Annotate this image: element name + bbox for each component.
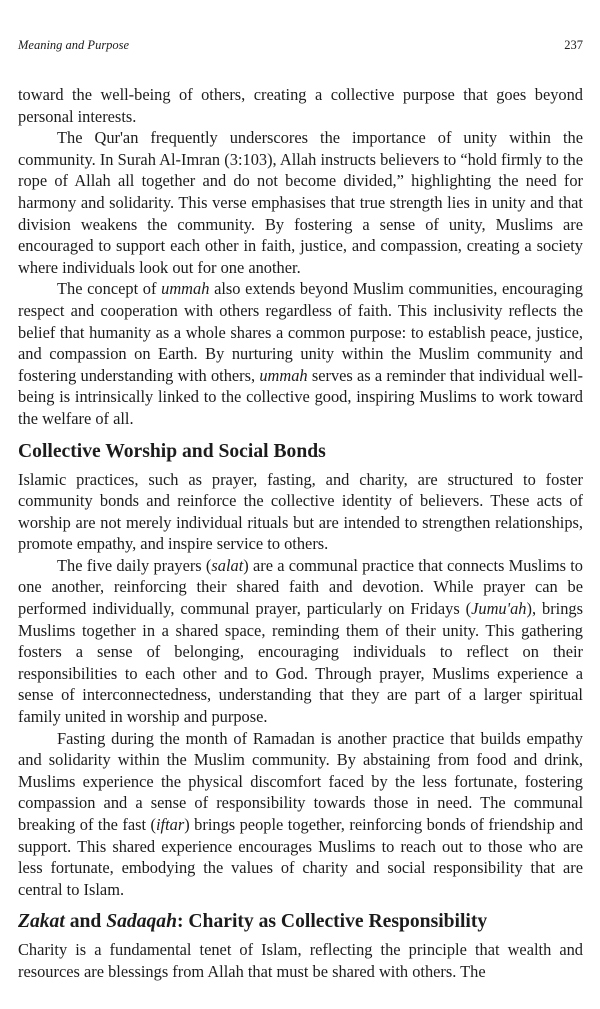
term-ummah-2: ummah — [259, 365, 308, 385]
paragraph-prayers: The five daily prayers (salat) are a communal practice that connects Muslims to one another, reinforcing their shared faith and devotion. While prayer can be performed individually, communal prayer, particularly on Fridays (Jumu'ah), brings Muslims together in a shared space, reminding them of their unity. This gathering fosters a sense of belonging, encouraging individuals to reflect on their responsibilities to each other and to God. Through prayer, Muslims experience a sense of interconnectedness, understanding that they are part of a larger spiritual family united in worship and purpose. — [18, 555, 583, 727]
paragraph-fasting: Fasting during the month of Ramadan is another practice that builds empathy and solidarity within the Muslim community. By abstaining from food and drink, Muslims experience the physical discomfort faced by the less fortunate, fostering compassion and a sense of responsibility towards those in need. The communal breaking of the fast (iftar) brings people together, reinforcing bonds of friendship and support. This shared experience encourages Muslims to reach out to those who are less fortunate, embodying the values of charity and social responsibility that are central to Islam. — [18, 728, 583, 899]
section-heading-collective-worship: Collective Worship and Social Bonds — [18, 440, 326, 462]
page-number: 237 — [564, 38, 583, 52]
paragraph-islamic-practices: Islamic practices, such as prayer, fasting, and charity, are structured to foster community bonds and reinforce the collective identity of believers. These acts of worship are not merely individual rituals but are intended to strengthen relationships, promote empathy, and inspire service to others. — [18, 469, 583, 554]
paragraph-ummah: The concept of ummah also extends beyond Muslim communities, encouraging respect and cooperation with others regardless of faith. This inclusivity reflects the belief that humanity as a whole shares a common purpose: to establish peace, justice, and compassion on Earth. By nurturing unity within the Muslim community and fostering understanding with others, ummah serves as a reminder that individual well-being is intrinsically linked to the collective good, inspiring Muslims to work toward the welfare of all. — [18, 279, 583, 428]
term-salat: salat — [211, 555, 244, 575]
term-iftar: iftar — [156, 815, 185, 834]
running-title: Meaning and Purpose — [18, 38, 130, 52]
paragraph-unity: The Qur'an frequently underscores the importance of unity within the community. In Surah Al-Imran (3:103), Allah instructs believers to “hold firmly to the rope of Allah all together and do not become divided,” highlighting the need for harmony and solidarity. This verse emphasises that true strength lies in unity and that division weakens the community. By fostering a sense of unity, Muslims are encouraged to support each other in faith, justice, and compassion, creating a society where individuals look out for one another. — [18, 128, 583, 277]
section-heading-zakat-sadaqah: Zakat and Sadaqah: Charity as Collective Responsibility — [18, 911, 488, 933]
page-body — [18, 84, 583, 983]
running-header — [18, 38, 583, 56]
term-jumuah: Jumu'ah — [471, 599, 527, 619]
term-ummah: ummah — [161, 279, 210, 299]
paragraph-continued: toward the well-being of others, creating a collective purpose that goes beyond personal interests. — [18, 85, 583, 126]
paragraph-charity: Charity is a fundamental tenet of Islam, reflecting the principle that wealth and resources are blessings from Allah that must be shared with others. The — [18, 940, 583, 981]
